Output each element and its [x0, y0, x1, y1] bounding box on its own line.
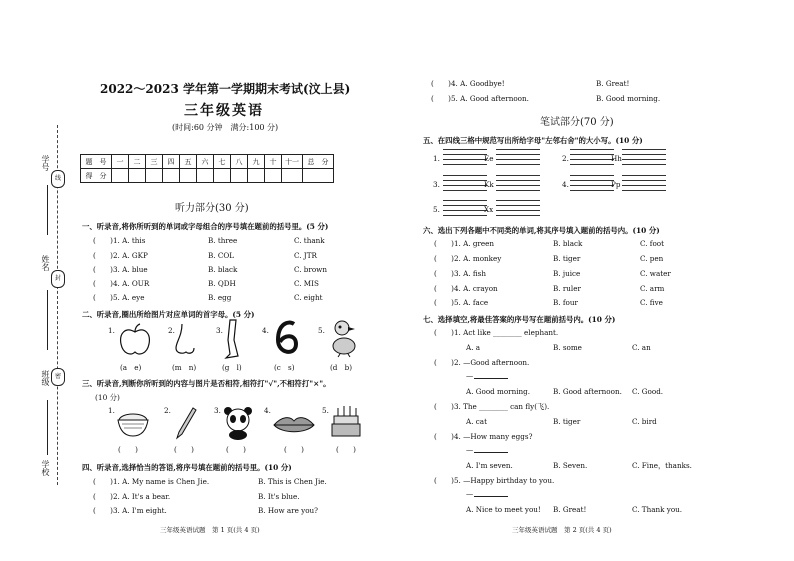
- q7-reply-blank[interactable]: [474, 378, 508, 379]
- score-cell: 七: [214, 155, 231, 169]
- number-six-icon: [272, 318, 302, 360]
- score-input-cell[interactable]: [146, 169, 163, 183]
- score-input-cell[interactable]: [231, 169, 248, 183]
- q7-stem: ( )1. Act like ________ elephant.: [434, 328, 559, 337]
- q6-option: C. water: [640, 269, 671, 278]
- q5-num: 1.: [433, 154, 440, 163]
- q7-reply-blank[interactable]: [474, 452, 508, 453]
- exam-subtitle: 三年级英语: [184, 103, 264, 119]
- q7-stem: ( )2. —Good afternoon.: [434, 358, 530, 367]
- q2-options[interactable]: (a e): [120, 363, 142, 372]
- q7-reply: —: [466, 489, 474, 498]
- q5-prompt: 五、在四线三格中规范写出所给字母"左邻右舍"的大小写。(10 分): [423, 136, 643, 145]
- score-cell: 六: [197, 155, 214, 169]
- seal-oval-secret: 密: [51, 368, 65, 386]
- q7-option: A. cat: [466, 417, 487, 426]
- q2-num: 1.: [108, 326, 115, 335]
- side-label-student-id: 学号: [41, 155, 50, 171]
- seal-oval-line: 线: [51, 170, 65, 188]
- q1-option: B. three: [208, 236, 238, 245]
- seal-oval-seal: 封: [51, 270, 65, 288]
- q7-option: C. bird: [632, 417, 657, 426]
- q1-item: ( )5. A. eye: [93, 293, 145, 302]
- birthday-cake-icon: [330, 404, 362, 440]
- q3-num: 5.: [322, 406, 329, 415]
- q1-option: B. black: [208, 265, 238, 274]
- score-input-cell[interactable]: [303, 169, 334, 183]
- q4-item: ( )2. A. It's a bear.: [93, 492, 171, 501]
- score-input-cell[interactable]: [282, 169, 303, 183]
- side-label-class: 班级: [41, 370, 50, 386]
- q7-option: B. some: [553, 343, 582, 352]
- q5-num: 4.: [562, 180, 569, 189]
- q3-bracket[interactable]: ( ): [118, 445, 138, 454]
- q4-option: B. Great!: [596, 79, 630, 88]
- q1-item: ( )4. A. OUR: [93, 279, 150, 288]
- q7-reply: —: [466, 445, 474, 454]
- q2-num: 3.: [216, 326, 223, 335]
- q6-option: C. arm: [640, 284, 665, 293]
- q1-option: C. MIS: [294, 279, 319, 288]
- listening-header: 听力部分(30 分): [175, 203, 249, 214]
- score-cell: 九: [248, 155, 265, 169]
- q4-item: ( )4. A. Goodbye!: [431, 79, 505, 88]
- q5-letter: Kk: [484, 180, 494, 189]
- name-line: [47, 185, 48, 235]
- q7-option: A. Nice to meet you!: [466, 505, 541, 514]
- score-input-cell[interactable]: [112, 169, 129, 183]
- q7-stem: ( )4. —How many eggs?: [434, 432, 533, 441]
- q1-item: ( )2. A. GKP: [93, 251, 148, 260]
- q4-item: ( )3. A. I'm eight.: [93, 506, 167, 515]
- q1-item: ( )1. A. this: [93, 236, 146, 245]
- q5-num: 2.: [562, 154, 569, 163]
- q2-options[interactable]: (c s): [274, 363, 295, 372]
- q3-bracket[interactable]: ( ): [284, 445, 304, 454]
- q7-prompt: 七、选择填空,将最佳答案的序号写在题前括号内。(10 分): [423, 315, 616, 324]
- q6-option: C. pen: [640, 254, 664, 263]
- class-line: [47, 290, 48, 350]
- q7-reply-blank[interactable]: [474, 496, 508, 497]
- q2-num: 2.: [168, 326, 175, 335]
- q1-option: C. eight: [294, 293, 323, 302]
- q7-option: A. I'm seven.: [466, 461, 513, 470]
- exam-title: 2022～2023 学年第一学期期末考试(汶上县): [100, 82, 351, 96]
- q3-score: (10 分): [95, 393, 120, 402]
- lips-icon: [272, 414, 316, 436]
- leg-icon: [222, 318, 244, 360]
- score-cell: 二: [129, 155, 146, 169]
- q6-item: ( )2. A. monkey: [434, 254, 502, 263]
- pen-icon: [173, 406, 197, 440]
- q5-num: 5.: [433, 205, 440, 214]
- score-input-cell[interactable]: [197, 169, 214, 183]
- score-input-cell[interactable]: [129, 169, 146, 183]
- q5-letter: Xx: [484, 205, 494, 214]
- q4-option: B. It's blue.: [258, 492, 300, 501]
- q6-prompt: 六、选出下列各题中不同类的单词,将其序号填入题前的括号内。(10 分): [423, 226, 660, 235]
- q3-bracket[interactable]: ( ): [336, 445, 356, 454]
- q3-prompt: 三、听录音,判断你所听到的内容与图片是否相符,相符打"√",不相符打"×"。: [82, 379, 331, 388]
- q1-option: C. brown: [294, 265, 327, 274]
- q6-item: ( )5. A. face: [434, 298, 489, 307]
- score-cell: 五: [180, 155, 197, 169]
- duck-icon: [328, 318, 360, 358]
- q4-item: ( )1. A. My name is Chen Jie.: [93, 477, 210, 486]
- score-cell: 得 分: [81, 169, 112, 183]
- q7-stem: ( )5. —Happy birthday to you.: [434, 476, 555, 485]
- rice-bowl-icon: [116, 408, 150, 438]
- q6-option: B. juice: [553, 269, 581, 278]
- q5-letter: Pp: [611, 180, 621, 189]
- q2-options[interactable]: (g l): [222, 363, 242, 372]
- score-input-cell[interactable]: [180, 169, 197, 183]
- q3-bracket[interactable]: ( ): [174, 445, 194, 454]
- q1-option: B. COL: [208, 251, 235, 260]
- q7-stem: ( )3. The ________ can fly(飞).: [434, 402, 550, 411]
- apple-icon: [115, 322, 155, 358]
- score-cell: 三: [146, 155, 163, 169]
- q4-prompt: 四、听录音,选择恰当的答语,将序号填在题前的括号里。(10 分): [82, 463, 292, 472]
- q6-item: ( )1. A. green: [434, 239, 495, 248]
- left-footer: 三年级英语试题 第 1 页(共 4 页): [160, 526, 260, 534]
- q7-option: C. Fine，thanks.: [632, 461, 692, 470]
- q7-option: C. Thank you.: [632, 505, 683, 514]
- q5-letter: Hh: [611, 154, 622, 163]
- score-table-row-header: [81, 155, 334, 169]
- q3-num: 3.: [214, 406, 221, 415]
- score-cell: 四: [163, 155, 180, 169]
- side-label-school: 学校: [41, 460, 50, 476]
- nose-icon: [172, 322, 198, 358]
- q2-options[interactable]: (d b): [330, 363, 352, 372]
- q1-prompt: 一、听录音,将你所听到的单词或字母组合的序号填在题前的括号里。(5 分): [82, 222, 329, 231]
- q2-prompt: 二、听录音,圈出所给图片对应单词的首字母。(5 分): [82, 310, 255, 319]
- q3-num: 4.: [264, 406, 271, 415]
- score-table: [80, 154, 334, 183]
- q4-option: B. How are you?: [258, 506, 319, 515]
- q2-num: 5.: [318, 326, 325, 335]
- q7-option: C. an: [632, 343, 651, 352]
- score-cell: 题 号: [81, 155, 112, 169]
- q2-options[interactable]: (m n): [172, 363, 197, 372]
- q6-option: C. five: [640, 298, 663, 307]
- q6-option: B. ruler: [553, 284, 581, 293]
- score-cell: 十: [265, 155, 282, 169]
- q6-option: B. black: [553, 239, 583, 248]
- score-cell: 一: [112, 155, 129, 169]
- q5-num: 3.: [433, 180, 440, 189]
- written-header: 笔试部分(70 分): [540, 117, 614, 128]
- q1-option: B. egg: [208, 293, 232, 302]
- q7-option: B. Seven.: [553, 461, 588, 470]
- q6-item: ( )4. A. crayon: [434, 284, 498, 293]
- q4-item: ( )5. A. Good afternoon.: [431, 94, 529, 103]
- q7-option: C. Good.: [632, 387, 664, 396]
- school-line: [47, 400, 48, 455]
- score-input-cell[interactable]: [163, 169, 180, 183]
- q7-reply: —: [466, 371, 474, 380]
- q7-option: B. Good afternoon.: [553, 387, 622, 396]
- q7-option: A. a: [466, 343, 481, 352]
- q3-num: 2.: [164, 406, 171, 415]
- time-info: (时间:60 分钟 满分:100 分): [172, 123, 279, 132]
- q1-option: C. JTR: [294, 251, 317, 260]
- score-cell: 八: [231, 155, 248, 169]
- score-cell: 总 分: [303, 155, 334, 169]
- q3-bracket[interactable]: ( ): [226, 445, 246, 454]
- score-table-row-score: [81, 169, 334, 183]
- q7-option: B. tiger: [553, 417, 581, 426]
- q6-option: C. foot: [640, 239, 665, 248]
- q3-num: 1.: [108, 406, 115, 415]
- q6-item: ( )3. A. fish: [434, 269, 486, 278]
- q7-option: B. Great!: [553, 505, 587, 514]
- q4-option: B. Good morning.: [596, 94, 661, 103]
- side-label-name: 姓名: [41, 255, 50, 271]
- q6-option: B. four: [553, 298, 578, 307]
- q4-option: B. This is Chen Jie.: [258, 477, 327, 486]
- q1-item: ( )3. A. blue: [93, 265, 148, 274]
- score-input-cell[interactable]: [248, 169, 265, 183]
- q1-option: C. thank: [294, 236, 325, 245]
- panda-icon: [220, 404, 256, 440]
- score-input-cell[interactable]: [265, 169, 282, 183]
- q1-option: B. QDH: [208, 279, 236, 288]
- q5-letter: Ee: [484, 154, 494, 163]
- score-cell: 十一: [282, 155, 303, 169]
- q6-option: B. tiger: [553, 254, 581, 263]
- q2-num: 4.: [262, 326, 269, 335]
- score-input-cell[interactable]: [214, 169, 231, 183]
- q7-option: A. Good morning.: [466, 387, 531, 396]
- right-footer: 三年级英语试题 第 2 页(共 4 页): [512, 526, 612, 534]
